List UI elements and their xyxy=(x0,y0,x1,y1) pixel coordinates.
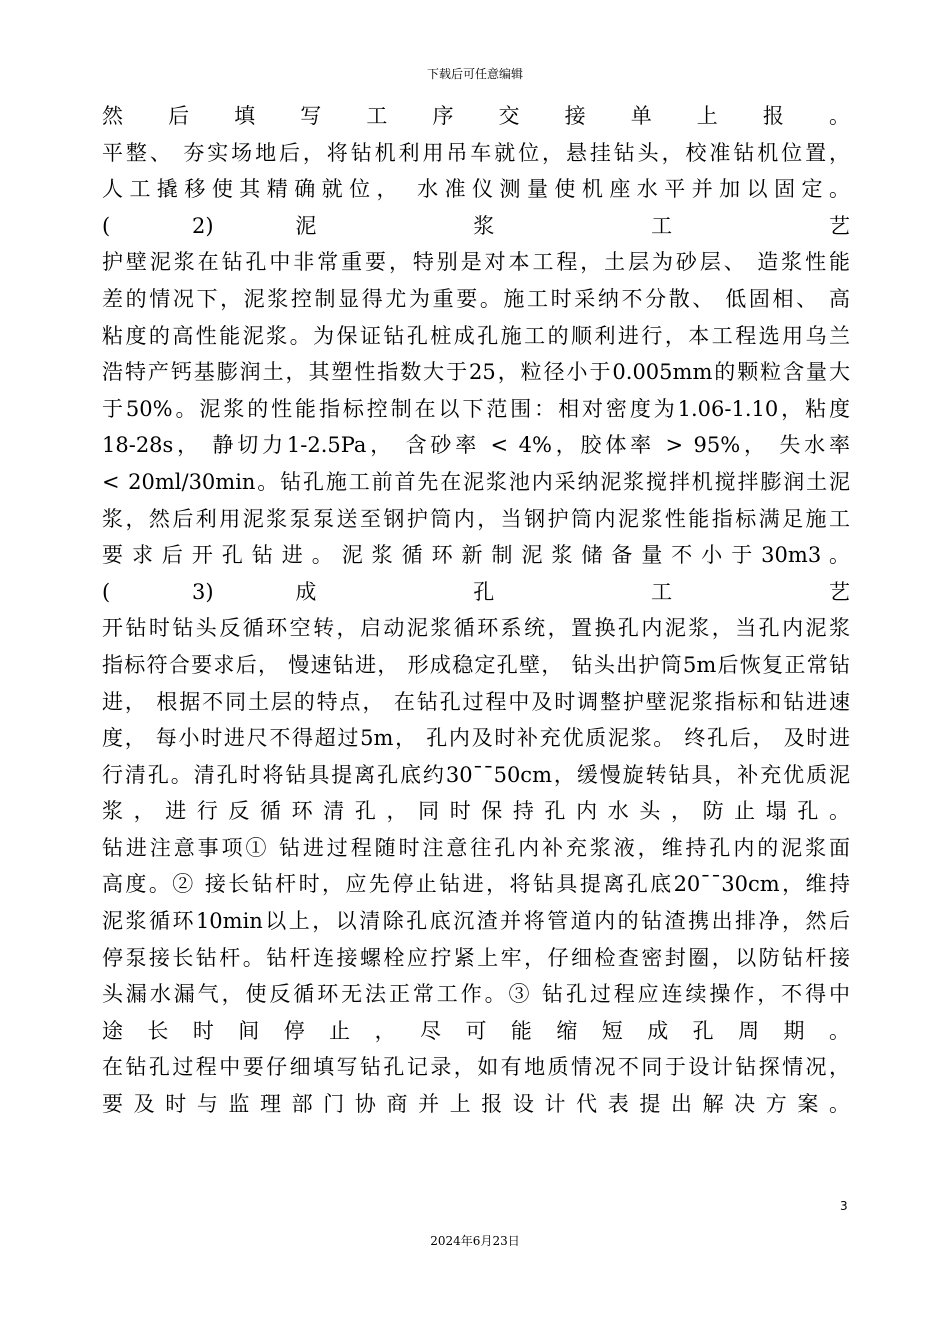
text-line: 要 求 后 开 孔 钻 进 。 泥 浆 循 环 新 制 泥 浆 储 备 量 不 小 于 30m3 。 xyxy=(102,543,850,568)
text-line: 浆，然后利用泥浆泵泵送至钢护筒内，当钢护筒内泥浆性能指标满足施工 xyxy=(102,506,850,531)
text-line: 度， 每小时进尺不得超过5m， 孔内及时补充优质泥浆。 终孔后， 及时进 xyxy=(102,726,850,751)
text-line: 头漏水漏气，使反循环无法正常工作。③ 钻孔过程应连续操作，不得中 xyxy=(102,982,850,1007)
page-header: 下载后可任意编辑 xyxy=(426,67,523,81)
text-line: 在钻孔过程中要仔细填写钻孔记录，如有地质情况不同于设计钻探情况， xyxy=(102,1055,850,1080)
text-line: 浩特产钙基膨润土，其塑性指数大于25，粒径小于0.005mm的颗粒含量大 xyxy=(102,360,850,385)
document-body xyxy=(102,98,850,1123)
text-line: 护壁泥浆在钻孔中非常重要，特别是对本工程，土层为砂层、 造浆性能 xyxy=(102,250,850,275)
text-line: 开钻时钻头反循环空转，启动泥浆循环系统，置换孔内泥浆，当孔内泥浆 xyxy=(102,616,850,641)
text-line: 于50%。泥浆的性能指标控制在以下范围：相对密度为1.06-1.10，粘度 xyxy=(102,396,850,421)
text-line: 平整、 夯实场地后，将钻机利用吊车就位，悬挂钻头，校准钻机位置， xyxy=(102,140,850,165)
text-line: 人工撬移使其精确就位， 水准仪测量使机座水平并加以固定。 xyxy=(102,177,850,202)
text-line: 泥浆循环10min以上，以清除孔底沉渣并将管道内的钻渣携出排净，然后 xyxy=(102,909,850,934)
text-line: 18-28s， 静切力1-2.5Pa， 含砂率 < 4%，胶体率 > 95%， 失水率 xyxy=(102,433,850,458)
text-line: 要 及 时 与 监 理 部 门 协 商 并 上 报 设 计 代 表 提 出 解 决 方 案 。 xyxy=(102,1092,850,1117)
text-line: 高度。② 接长钻杆时，应先停止钻进，将钻具提离孔底20¯¯30cm，维持 xyxy=(102,872,850,897)
section-heading: ( 3) 成 孔 工 艺 xyxy=(102,579,850,604)
text-line: 行清孔。清孔时将钻具提离孔底约30¯¯50cm，缓慢旋转钻具，补充优质泥 xyxy=(102,762,850,787)
text-line: 途 长 时 间 停 止 ， 尽 可 能 缩 短 成 孔 周 期 。 xyxy=(102,1018,850,1043)
page-footer-date: 2024年6月23日 xyxy=(430,1234,520,1248)
text-line: 进， 根据不同土层的特点， 在钻孔过程中及时调整护壁泥浆指标和钻进速 xyxy=(102,689,850,714)
text-line: 差的情况下，泥浆控制显得尤为重要。施工时采纳不分散、 低固相、 高 xyxy=(102,286,850,311)
section-heading: ( 2) 泥 浆 工 艺 xyxy=(102,213,850,238)
text-line: < 20ml/30min。钻孔施工前首先在泥浆池内采纳泥浆搅拌机搅拌膨润土泥 xyxy=(102,469,850,494)
text-line: 钻进注意事项① 钻进过程随时注意往孔内补充浆液，维持孔内的泥浆面 xyxy=(102,835,850,860)
text-line: 粘度的高性能泥浆。为保证钻孔桩成孔施工的顺利进行，本工程选用乌兰 xyxy=(102,323,850,348)
page-number: 3 xyxy=(840,1199,848,1213)
text-line: 停泵接长钻杆。钻杆连接螺栓应拧紧上牢，仔细检查密封圈，以防钻杆接 xyxy=(102,945,850,970)
text-line: 指标符合要求后， 慢速钻进， 形成稳定孔壁， 钻头出护筒5m后恢复正常钻 xyxy=(102,652,850,677)
text-line: 然 后 填 写 工 序 交 接 单 上 报 。 xyxy=(102,104,850,128)
text-line: 浆 ， 进 行 反 循 环 清 孔 ， 同 时 保 持 孔 内 水 头 ， 防 止 塌 孔 。 xyxy=(102,799,850,824)
